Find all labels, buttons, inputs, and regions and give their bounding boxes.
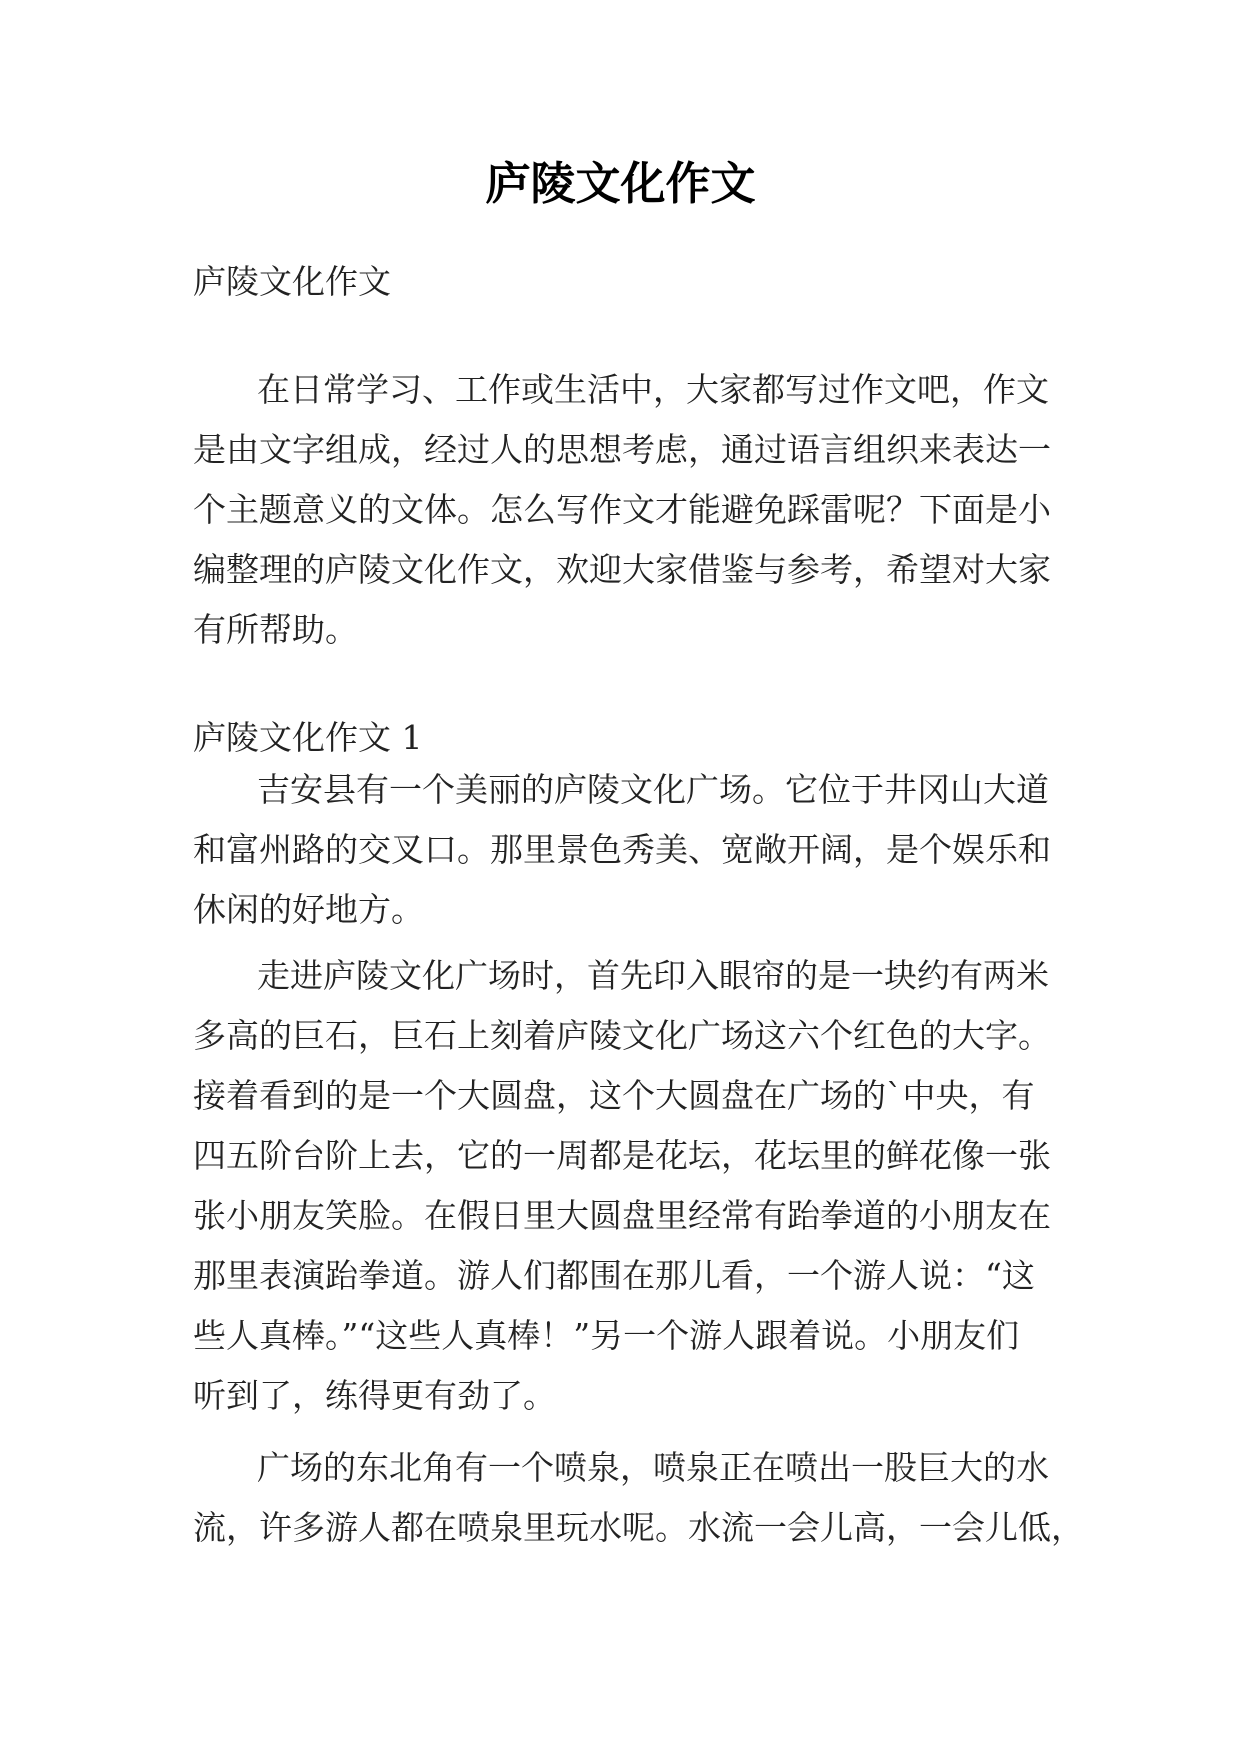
paragraph-line: 走进庐陵文化广场时，首先印入眼帘的是一块约有两米: [257, 956, 1049, 995]
section-heading-block: [193, 708, 1073, 768]
paragraph-line: 和富州路的交叉口。那里景色秀美、宽敞开阔，是个娱乐和: [193, 830, 1051, 869]
document-subtitle: 庐陵文化作文: [193, 262, 391, 301]
paragraph-line: 四五阶台阶上去，它的一周都是花坛，花坛里的鲜花像一张: [193, 1136, 1051, 1175]
paragraph-line: 接着看到的是一个大圆盘，这个大圆盘在广场的`中央，有: [193, 1076, 1035, 1115]
paragraph-line: 些人真棒。”“这些人真棒！”另一个游人跟着说。小朋友们: [193, 1316, 1020, 1355]
intro-paragraph: [193, 360, 1073, 660]
body-paragraph-3: [193, 1438, 1084, 1558]
document-title: 庐陵文化作文: [485, 157, 756, 210]
paragraph-line: 流，许多游人都在喷泉里玩水呢。水流一会儿高，一会儿低，: [193, 1508, 1084, 1547]
intro-line: 个主题意义的文体。怎么写作文才能避免踩雷呢？下面是小: [193, 490, 1051, 529]
body-paragraph-2: [193, 946, 1073, 1426]
paragraph-line: 休闲的好地方。: [193, 890, 424, 929]
paragraph-line: 多高的巨石，巨石上刻着庐陵文化广场这六个红色的大字。: [193, 1016, 1051, 1055]
subtitle-block: [193, 252, 1073, 312]
paragraph-line: 张小朋友笑脸。在假日里大圆盘里经常有跆拳道的小朋友在: [193, 1196, 1051, 1235]
intro-line: 是由文字组成，经过人的思想考虑，通过语言组织来表达一: [193, 430, 1051, 469]
paragraph-line: 听到了，练得更有劲了。: [193, 1376, 556, 1415]
paragraph-line: 那里表演跆拳道。游人们都围在那儿看，一个游人说：“这: [193, 1256, 1035, 1295]
intro-line: 编整理的庐陵文化作文，欢迎大家借鉴与参考，希望对大家: [193, 550, 1051, 589]
intro-line: 有所帮助。: [193, 610, 358, 649]
body-paragraph-1: [193, 760, 1073, 940]
paragraph-line: 广场的东北角有一个喷泉，喷泉正在喷出一股巨大的水: [257, 1448, 1049, 1487]
section-heading: 庐陵文化作文 1: [193, 718, 423, 757]
intro-line: 在日常学习、工作或生活中，大家都写过作文吧，作文: [257, 370, 1049, 409]
paragraph-line: 吉安县有一个美丽的庐陵文化广场。它位于井冈山大道: [257, 770, 1049, 809]
